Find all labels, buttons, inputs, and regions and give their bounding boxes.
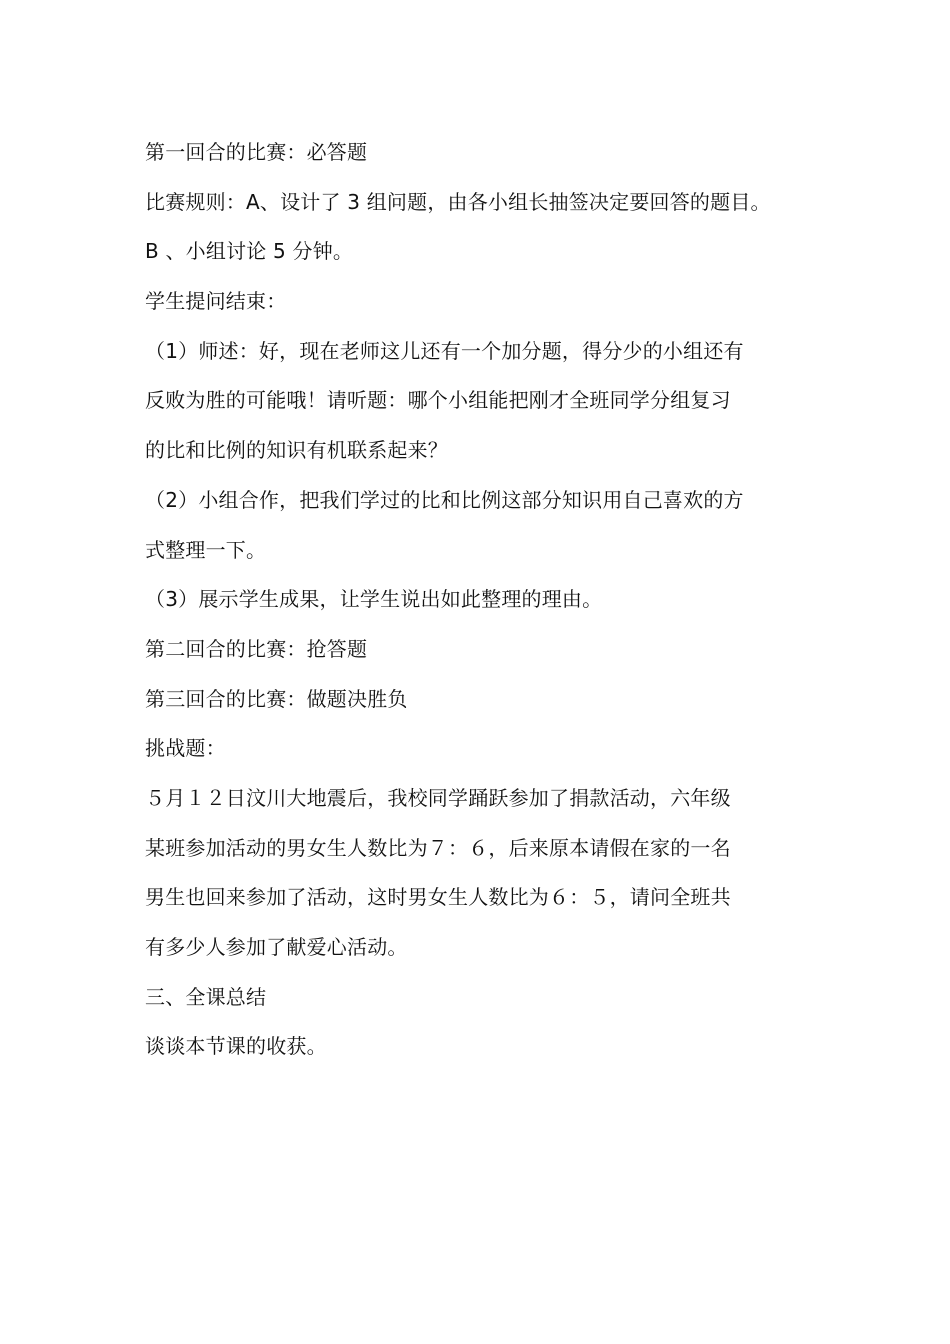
document-body <box>145 130 825 1074</box>
step-2-line-2: 式整理一下。 <box>145 537 267 562</box>
challenge-heading: 挑战题： <box>145 736 226 761</box>
step-2-line-1: （2）小组合作，把我们学过的比和比例这部分知识用自己喜欢的方 <box>145 487 744 512</box>
round-one-heading: 第一回合的比赛：必答题 <box>145 140 368 164</box>
step-1-line-3: 的比和比例的知识有机联系起来？ <box>145 438 448 463</box>
challenge-line-1: ５月１２日汶川大地震后，我校同学踊跃参加了捐款活动，六年级 <box>145 785 731 810</box>
summary-line: 谈谈本节课的收获。 <box>145 1034 327 1059</box>
step-1-line-2: 反败为胜的可能哦！请听题：哪个小组能把刚才全班同学分组复习 <box>145 388 731 413</box>
challenge-line-4: 有多少人参加了献爱心活动。 <box>145 935 408 959</box>
questions-end-heading: 学生提问结束： <box>145 289 287 314</box>
step-1-line-1: （1）师述：好，现在老师这儿还有一个加分题，得分少的小组还有 <box>145 338 744 363</box>
summary-heading: 三、全课总结 <box>145 984 267 1009</box>
rules-line-b: B 、小组讨论 5 分钟。 <box>145 239 354 264</box>
rules-line-a: 比赛规则：A、设计了 3 组问题，由各小组长抽签决定要回答的题目。 <box>145 189 771 214</box>
challenge-line-2: 某班参加活动的男女生人数比为７：６，后来原本请假在家的一名 <box>145 835 731 860</box>
round-two-heading: 第二回合的比赛：抢答题 <box>145 636 368 661</box>
step-3-line: （3）展示学生成果，让学生说出如此整理的理由。 <box>145 587 603 612</box>
round-three-heading: 第三回合的比赛：做题决胜负 <box>145 686 408 711</box>
challenge-line-3: 男生也回来参加了活动，这时男女生人数比为６：５，请问全班共 <box>145 885 731 910</box>
